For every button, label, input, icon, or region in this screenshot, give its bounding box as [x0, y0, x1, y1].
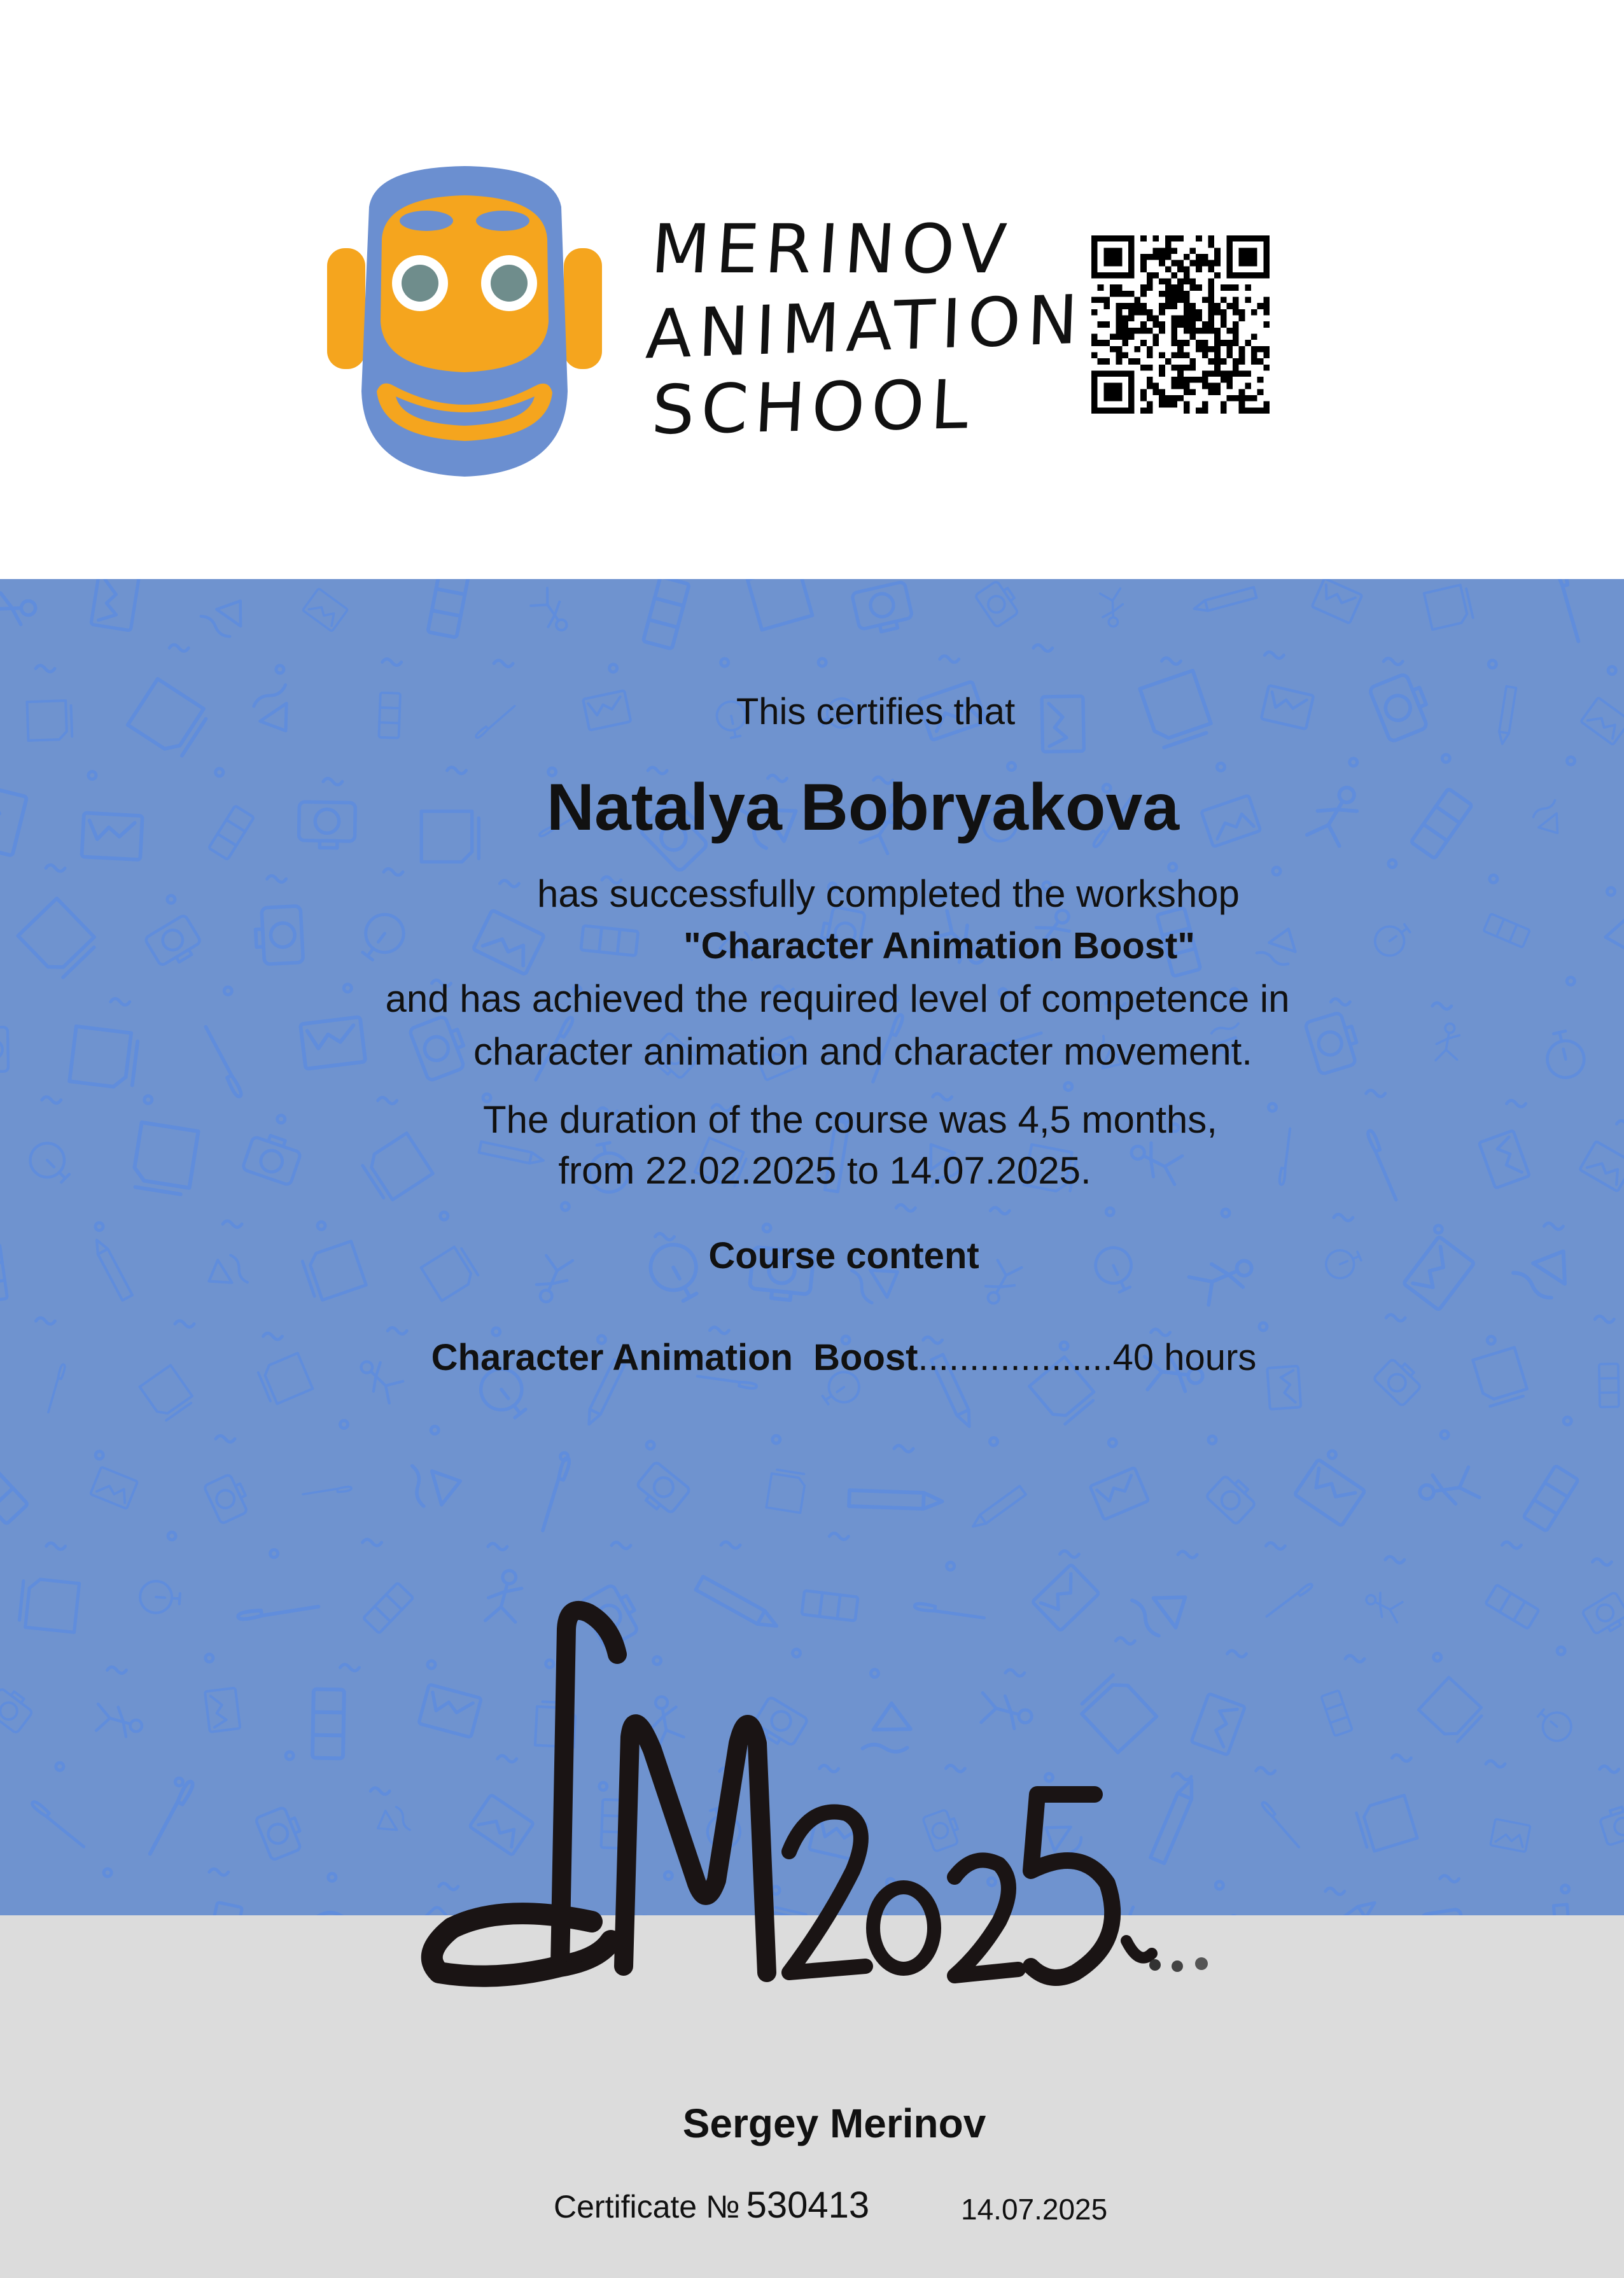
- course-item-leader: ...................: [918, 1337, 1113, 1378]
- issue-date: 14.07.2025: [961, 2193, 1108, 2226]
- certificate-number-label: Certificate №: [554, 2189, 740, 2225]
- certificate-header: [0, 0, 1624, 579]
- duration-text-line: from 22.02.2025 to 14.07.2025.: [558, 1149, 1091, 1192]
- course-content-heading: Course content: [708, 1235, 979, 1276]
- recipient-name: Natalya Bobryakova: [546, 771, 1180, 844]
- mascot-face-icon: [325, 162, 605, 480]
- certifies-text: This certifies that: [736, 691, 1016, 732]
- achievement-text-line: character animation and character movement.: [473, 1030, 1252, 1073]
- signer-name: Sergey Merinov: [682, 2100, 986, 2146]
- signature: [407, 1584, 1260, 2011]
- achievement-text-line: and has achieved the required level of competence in: [385, 977, 1290, 1020]
- wordmark-line: MERINOV: [648, 210, 1016, 288]
- course-item-name: Character Animation Boost: [431, 1337, 918, 1378]
- wordmark-line: SCHOOL: [650, 365, 977, 450]
- certificate-number: [554, 2184, 869, 2226]
- wordmark-line: ANIMATION: [644, 280, 1086, 374]
- completed-text: has successfully completed the workshop: [537, 872, 1240, 915]
- course-item: [32, 1336, 1624, 1379]
- school-wordmark: [638, 210, 1086, 452]
- workshop-title: "Character Animation Boost": [683, 925, 1195, 967]
- qr-code[interactable]: [1091, 235, 1270, 414]
- duration-text-line: The duration of the course was 4,5 months,: [483, 1098, 1217, 1141]
- certificate-number-value: 530413: [746, 2184, 870, 2226]
- course-item-hours: 40 hours: [1112, 1337, 1257, 1378]
